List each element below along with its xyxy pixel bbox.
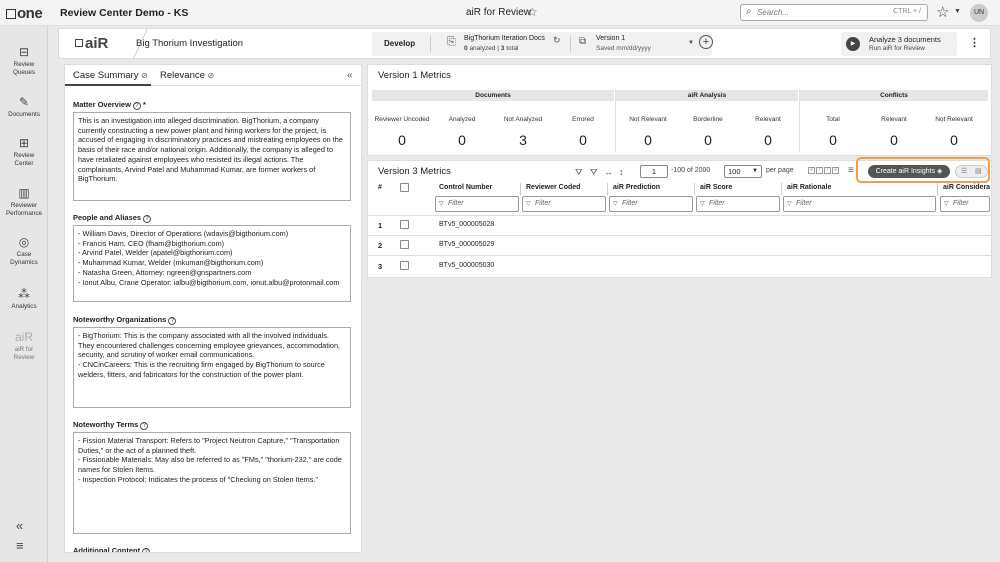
- analyze-subtitle: Run aiR for Review: [869, 45, 925, 52]
- metric-errored: Errored 0: [572, 116, 594, 148]
- workspace-title: Review Center Demo - KS: [60, 7, 189, 19]
- project-toolstrip: [372, 32, 712, 56]
- column-divider[interactable]: [607, 183, 608, 195]
- global-search[interactable]: [740, 4, 928, 21]
- select-all-checkbox[interactable]: [400, 183, 409, 192]
- metric-conflicts-relevant: Relevant 0: [881, 116, 907, 148]
- chevron-down-icon: ▼: [752, 168, 758, 174]
- metric-conflicts-not-relevant: Not Relevant 0: [935, 116, 973, 148]
- document-set-icon: ⎘: [447, 36, 456, 48]
- noteworthy-organizations-label: Noteworthy Organizations ?: [73, 315, 176, 325]
- column-header-reviewer-coded[interactable]: Reviewer Coded: [526, 184, 581, 191]
- user-avatar[interactable]: UN: [970, 4, 988, 22]
- matter-overview-field[interactable]: [73, 112, 351, 201]
- analytics-icon: ⁂: [18, 287, 30, 301]
- first-page-icon[interactable]: «: [808, 167, 815, 174]
- list-view-icon[interactable]: ☰: [961, 168, 968, 175]
- column-header-air-rationale[interactable]: aiR Rationale: [787, 184, 832, 191]
- row-checkbox[interactable]: [400, 220, 409, 229]
- performance-icon: ▥: [18, 186, 30, 200]
- row-number: 3: [378, 262, 383, 271]
- filter-control-number[interactable]: ▽ Filter: [435, 196, 519, 212]
- air-icon: aiR: [14, 330, 33, 344]
- filter-icon[interactable]: ⛛: [575, 167, 583, 177]
- top-bar: [0, 0, 1000, 26]
- document-set-name[interactable]: BigThorium Iteration Docs: [464, 35, 545, 42]
- case-summary-panel: [64, 64, 362, 553]
- analyze-title: Analyze 3 documents: [869, 35, 941, 44]
- search-icon: ⌕: [746, 6, 752, 17]
- metric-air-relevant: Relevant 0: [755, 116, 781, 148]
- case-dynamics-icon: ◎: [18, 235, 30, 249]
- additional-content-label: Additional Content ?: [73, 546, 150, 553]
- analyze-documents-button[interactable]: [841, 32, 957, 56]
- people-aliases-label: People and Aliases ?: [73, 213, 151, 223]
- column-header-air-score[interactable]: aiR Score: [700, 184, 733, 191]
- review-center-icon: ⊞: [18, 136, 30, 150]
- tab-case-summary[interactable]: Case Summary ⊘: [73, 70, 148, 81]
- filter-reviewer-coded[interactable]: ▽ Filter: [522, 196, 606, 212]
- toolstrip-divider: [570, 36, 571, 52]
- help-icon[interactable]: ?: [168, 317, 176, 325]
- column-divider[interactable]: [520, 183, 521, 195]
- version-1-metrics-title: Version 1 Metrics: [378, 70, 451, 81]
- people-aliases-field[interactable]: [73, 225, 351, 302]
- filter-air-rationale[interactable]: ▽ Filter: [783, 196, 936, 212]
- air-logo-mark-icon: [75, 39, 83, 47]
- control-number-cell[interactable]: BTv5_000005028: [439, 221, 495, 228]
- row-checkbox[interactable]: [400, 261, 409, 270]
- clear-filter-icon[interactable]: ⛛: [590, 167, 598, 177]
- play-icon: ▶: [846, 37, 860, 51]
- column-header-control-number[interactable]: Control Number: [439, 184, 493, 191]
- left-navigation: [0, 26, 48, 562]
- check-circle-icon: ⊘: [141, 71, 148, 80]
- group-conflicts: Conflicts: [800, 90, 988, 101]
- version-3-metrics-title: Version 3 Metrics: [378, 166, 451, 177]
- column-divider[interactable]: [694, 183, 695, 195]
- filter-air-considerations[interactable]: ▽ Filter: [940, 196, 990, 212]
- nav-reviewer-performance[interactable]: ▥ Reviewer Performance: [0, 187, 48, 217]
- document-set-counts: 0 analyzed | 3 total: [464, 45, 519, 52]
- previous-page-icon[interactable]: ‹: [816, 167, 823, 174]
- last-page-icon[interactable]: »: [832, 167, 839, 174]
- project-name: Big Thorium Investigation: [136, 38, 244, 49]
- page-range-text: -100 of 2000: [671, 167, 711, 174]
- group-documents: Documents: [372, 90, 614, 101]
- more-options-icon[interactable]: ⋮: [969, 37, 980, 49]
- app-logo[interactable]: one: [6, 5, 42, 22]
- nav-review-queues[interactable]: ⊟ Review Queues: [0, 46, 48, 76]
- collapse-panel-icon[interactable]: «: [347, 70, 353, 81]
- row-divider: [368, 235, 991, 236]
- row-number: 1: [378, 221, 383, 230]
- favorites-star-icon[interactable]: ☆: [936, 4, 950, 21]
- noteworthy-terms-label: Noteworthy Terms ?: [73, 420, 148, 430]
- add-version-button[interactable]: +: [699, 35, 713, 49]
- column-header-number: #: [378, 184, 382, 191]
- metric-conflicts-total: Total 0: [826, 116, 840, 148]
- documents-icon: ✎: [18, 95, 30, 109]
- logo-mark-icon: [6, 9, 16, 19]
- favorites-chevron-down-icon[interactable]: ▼: [954, 8, 961, 15]
- version-icon: ⧉: [579, 36, 587, 47]
- insights-highlight-outline: [856, 157, 990, 183]
- per-page-select[interactable]: 100 ▼: [724, 165, 762, 178]
- row-number: 2: [378, 241, 383, 250]
- refresh-icon[interactable]: ↻: [553, 35, 561, 45]
- metric-analyzed: Analyzed 0: [448, 116, 476, 148]
- control-number-cell[interactable]: BTv5_000005030: [439, 262, 495, 269]
- row-checkbox[interactable]: [400, 240, 409, 249]
- metric-borderline: Borderline 0: [693, 116, 723, 148]
- row-height-icon[interactable]: ↕: [619, 167, 624, 177]
- queue-icon: ⊟: [18, 45, 30, 59]
- column-header-air-considerations[interactable]: aiR Considera: [943, 184, 991, 191]
- next-page-icon[interactable]: ›: [824, 167, 831, 174]
- develop-mode-button[interactable]: Develop: [384, 39, 416, 48]
- nav-case-dynamics[interactable]: ◎ Case Dynamics: [0, 236, 48, 266]
- active-tab-indicator: [65, 84, 151, 86]
- help-icon[interactable]: ?: [142, 548, 150, 553]
- nav-air-for-review[interactable]: aiR aiR for Review: [0, 331, 48, 361]
- card-view-icon[interactable]: ▤: [975, 168, 982, 175]
- project-header: [58, 28, 991, 59]
- help-icon[interactable]: ?: [143, 215, 151, 223]
- metric-air-not-relevant: Not Relevant 0: [629, 116, 667, 148]
- row-divider: [368, 255, 991, 256]
- toolstrip-divider: [430, 36, 431, 52]
- version-saved-date: Saved mm/dd/yyyy: [596, 45, 651, 52]
- nav-analytics[interactable]: ⁂ Analytics: [0, 288, 48, 311]
- header-divider: [368, 215, 991, 216]
- version-chevron-down-icon[interactable]: ▼: [688, 40, 694, 46]
- help-icon[interactable]: ?: [140, 422, 148, 430]
- metric-reviewer-uncoded: Reviewer Uncoded 0: [374, 116, 430, 148]
- nav-documents[interactable]: ✎ Documents: [0, 96, 48, 119]
- filter-air-prediction[interactable]: ▽ Filter: [609, 196, 693, 212]
- menu-icon[interactable]: ≡: [16, 538, 24, 553]
- sparkle-icon: ◈: [937, 168, 943, 175]
- group-divider: [615, 90, 616, 152]
- metric-not-analyzed: Not Analyzed 3: [503, 116, 543, 148]
- nav-review-center[interactable]: ⊞ Review Center: [0, 137, 48, 167]
- column-divider[interactable]: [937, 183, 938, 195]
- search-shortcut-hint: CTRL + /: [893, 8, 921, 15]
- page-title: aiR for Review: [466, 7, 532, 18]
- version-name[interactable]: Version 1: [596, 35, 626, 42]
- per-page-label: per page: [766, 167, 794, 174]
- matter-overview-label: Matter Overview ? *: [73, 100, 146, 109]
- column-divider[interactable]: [781, 183, 782, 195]
- create-air-insights-button[interactable]: Create aiR Insights ◈: [868, 165, 950, 178]
- collapse-nav-icon[interactable]: «: [16, 518, 24, 533]
- search-input[interactable]: [757, 6, 867, 19]
- check-circle-icon: ⊘: [207, 71, 215, 80]
- noteworthy-terms-field[interactable]: [73, 432, 351, 534]
- group-divider: [799, 90, 800, 152]
- column-menu-icon[interactable]: ≡: [848, 165, 854, 176]
- fit-columns-icon[interactable]: ↔: [604, 167, 613, 177]
- group-air-analysis: aiR Analysis: [616, 90, 798, 101]
- column-header-air-prediction[interactable]: aiR Prediction: [613, 184, 661, 191]
- control-number-cell[interactable]: BTv5_000005029: [439, 241, 495, 248]
- favorite-star-icon[interactable]: ☆: [527, 5, 538, 19]
- page-number-input[interactable]: 1: [640, 165, 668, 178]
- tab-relevance[interactable]: Relevance ⊘: [160, 70, 215, 81]
- help-icon[interactable]: ?: [133, 102, 141, 110]
- filter-air-score[interactable]: ▽ Filter: [696, 196, 780, 212]
- noteworthy-organizations-field[interactable]: [73, 327, 351, 408]
- air-product-logo: aiR: [75, 35, 108, 52]
- version-1-metrics-panel: [367, 64, 992, 156]
